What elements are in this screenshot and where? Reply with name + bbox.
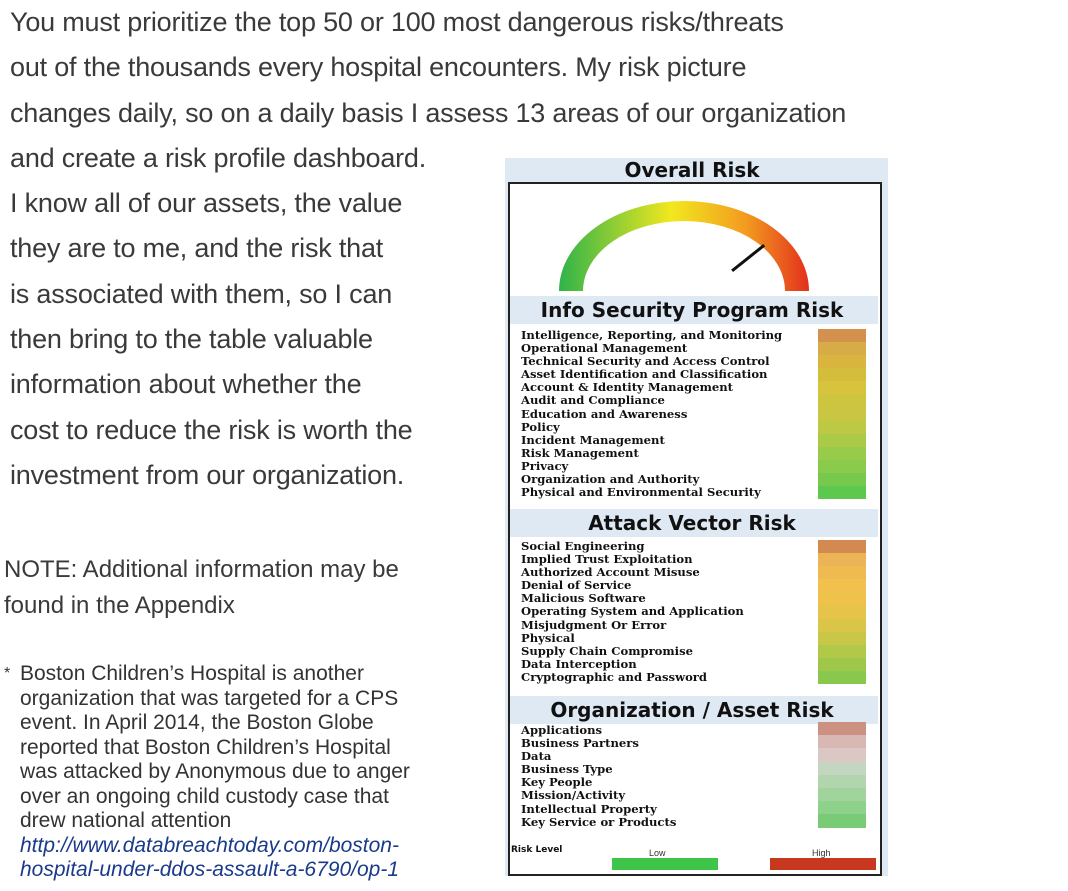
paragraph-line: I know all of our assets, the value [10,188,403,219]
footnote-marker: * [4,665,11,682]
org-asset-item: Key Service or Products [521,814,677,829]
info-security-item: Audit and Compliance [521,393,665,408]
info-security-item: Intelligence, Reporting, and Monitoring [521,328,783,342]
risk-bar-segment [818,460,866,473]
info-security-item: Risk Management [521,445,639,460]
footnote-line: was attacked by Anonymous due to anger [20,760,410,783]
paragraph-line: You must prioritize the top 50 or 100 most dangerous risks/threats [10,7,784,37]
attack-vector-item: Authorized Account Misuse [521,565,700,580]
risk-bar-segment [818,329,866,342]
risk-bar-segment [818,762,866,775]
org-asset-item: Key People [521,775,593,790]
footnote-link[interactable]: hospital-under-ddos-assault-a-6790/op-1 [20,858,400,881]
attack-vector-item: Misjudgment Or Error [521,617,667,632]
footnote-body [20,662,410,883]
attack-vector-item: Social Engineering [521,539,645,553]
org-asset-items [521,724,676,829]
attack-vector-item: Implied Trust Exploitation [521,552,693,567]
risk-bar-segment [818,775,866,788]
risk-bar-segment [818,632,866,645]
attack-vector-item: Malicious Software [521,591,646,606]
footnote-line: Boston Children’s Hospital is another [20,662,364,685]
risk-bar-segment [818,801,866,814]
org-asset-item: Intellectual Property [521,801,657,816]
low-risk-bar [612,858,718,870]
risk-bar-segment [818,814,866,827]
paragraph-line: investment from our organization. [10,459,405,490]
attack-vector-item: Data Interception [521,656,637,671]
paragraph-line: then bring to the table valuable [10,324,373,355]
note-line: NOTE: Additional information may be [4,556,399,583]
risk-bar-segment [818,434,866,447]
risk-bar-segment [818,553,866,566]
org-asset-item: Business Partners [521,736,639,751]
paragraph-line: cost to reduce the risk is worth the [10,414,413,445]
attack-vector-bars [818,540,866,684]
gauge-arc [559,201,809,291]
risk-bar-segment [818,788,866,801]
footnote-line: organization that was targeted for a CPS [20,686,399,710]
attack-vector-item: Operating System and Application [521,604,744,619]
footnote-line: reported that Boston Children’s Hospital [20,735,391,759]
risk-bar-segment [818,368,866,381]
gauge-needle [732,245,764,271]
paragraph-line: and create a risk profile dashboard. [10,142,427,173]
risk-bar-segment [818,342,866,355]
risk-dashboard [505,158,888,876]
attack-vector-item: Cryptographic and Password [521,669,708,684]
risk-bar-segment [818,381,866,394]
risk-bar-segment [818,394,866,407]
info-security-bars [818,329,866,499]
note-line: found in the Appendix [4,592,235,619]
risk-bar-segment [818,658,866,671]
risk-bar-segment [818,473,866,486]
footnote-link[interactable]: http://www.databreachtoday.com/boston- [20,833,399,857]
risk-bar-segment [818,645,866,658]
high-label: High [812,848,831,858]
info-security-item: Operational Management [521,341,688,356]
risk-bar-segment [818,566,866,579]
org-asset-item: Data [521,749,552,764]
low-label: Low [649,848,666,858]
attack-vector-item: Supply Chain Compromise [521,643,693,658]
org-asset-item: Applications [521,723,603,737]
risk-bar-segment [818,540,866,553]
info-security-items [521,329,782,499]
info-security-title: Info Security Program Risk [540,298,844,322]
org-asset-item: Business Type [521,762,613,777]
paragraph-line: information about whether the [10,369,362,400]
paragraph-line: changes daily, so on a daily basis I assess 13 areas of our organization [10,97,847,128]
info-security-item: Asset Identification and Classification [521,367,768,382]
risk-bar-segment [818,735,866,748]
risk-bar-segment [818,748,866,761]
footnote-line: event. In April 2014, the Boston Globe [20,711,374,734]
risk-bar-segment [818,421,866,434]
risk-bar-segment [818,619,866,632]
org-asset-bars [818,722,866,828]
footnote-line: drew national attention [20,809,232,832]
info-security-item: Incident Management [521,432,665,447]
paragraph-line: is associated with them, so I can [10,278,393,309]
info-security-item: Education and Awareness [521,406,688,421]
risk-bar-segment [818,579,866,592]
attack-vector-item: Physical [521,630,575,645]
info-security-item: Organization and Authority [521,472,700,487]
attack-vector-title: Attack Vector Risk [588,511,796,535]
overall-risk-title: Overall Risk [624,158,760,182]
org-asset-item: Mission/Activity [521,788,626,803]
info-security-item: Account & Identity Management [521,380,734,395]
info-security-item: Technical Security and Access Control [521,354,770,369]
info-security-item: Policy [521,419,560,434]
risk-level-legend: Risk Level [511,845,563,855]
footnote-line: over an ongoing child custody case that [20,784,389,808]
appendix-note [4,552,399,624]
info-security-item: Physical and Environmental Security [521,485,761,500]
info-security-item: Privacy [521,458,569,473]
risk-bar-segment [818,671,866,684]
risk-bar-segment [818,592,866,605]
org-asset-title: Organization / Asset Risk [550,698,834,722]
paragraph-line: they are to me, and the risk that [10,233,384,264]
risk-bar-segment [818,447,866,460]
risk-bar-segment [818,408,866,421]
high-risk-bar [770,858,876,870]
risk-bar-segment [818,605,866,618]
risk-bar-segment [818,486,866,499]
risk-bar-segment [818,355,866,368]
attack-vector-items [521,540,744,684]
attack-vector-item: Denial of Service [521,578,632,593]
paragraph-line: out of the thousands every hospital encounters. My risk picture [10,52,747,83]
risk-bar-segment [818,722,866,735]
overall-risk-gauge [545,186,865,296]
